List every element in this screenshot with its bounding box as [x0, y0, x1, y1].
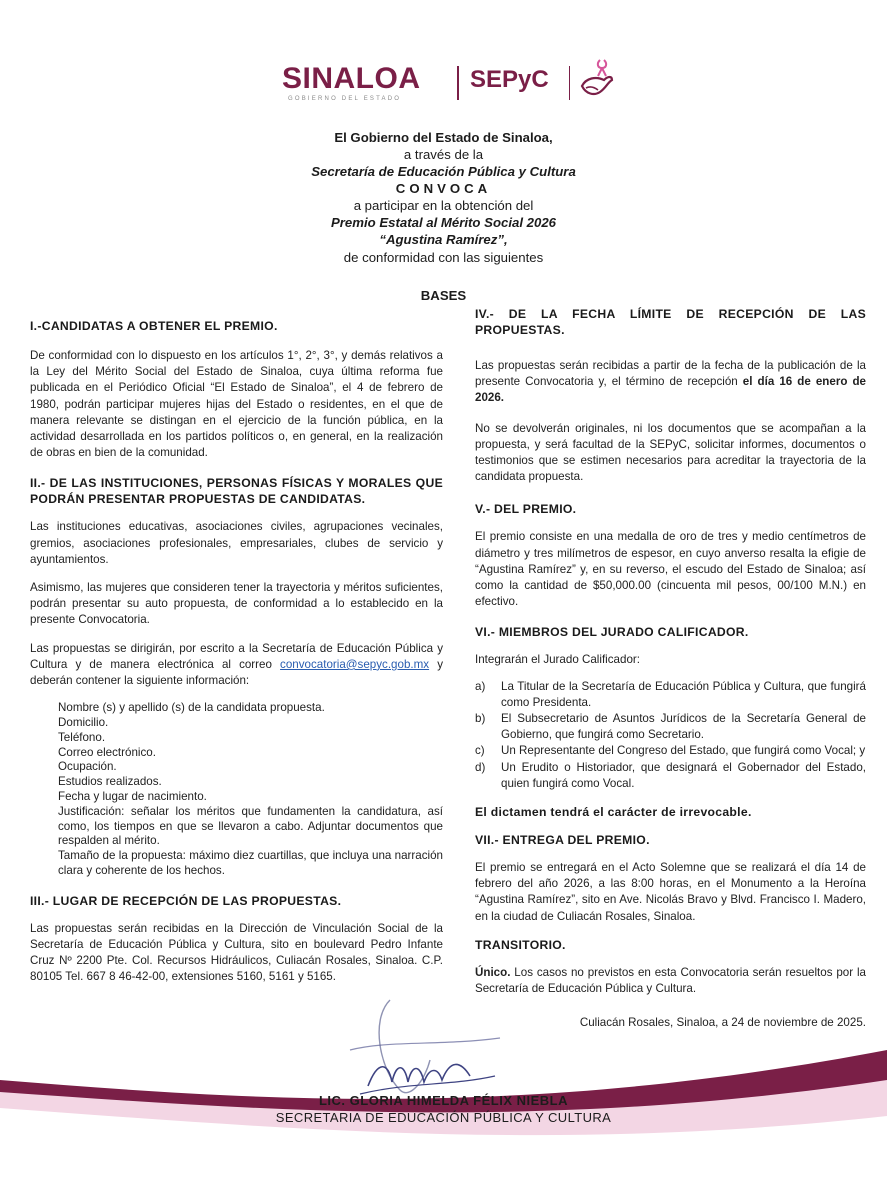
- list-item: Nombre (s) y apellido (s) de la candidata propuesta.: [58, 701, 325, 715]
- bases-heading: BASES: [420, 288, 467, 303]
- jury-letter: b): [475, 712, 486, 726]
- section-2-title: II.- DE LAS INSTITUCIONES, PERSONAS FÍSICAS Y MORALES QUE PODRÁN PRESENTAR PROPUESTAS DE CANDIDATAS.: [30, 476, 443, 507]
- left-column: [30, 318, 443, 986]
- header-government: El Gobierno del Estado de Sinaloa,: [334, 130, 553, 145]
- list-item: Estudios realizados.: [58, 775, 162, 789]
- jury-list: [475, 679, 866, 792]
- jury-letter: c): [475, 744, 485, 758]
- section-5-text: El premio consiste en una medalla de oro de tres y medio centímetros de diámetro y tres milímetros de espesor, en cuyo anverso resalta la efigie de “Agustina Ramírez” y, en su reverso, el escudo del Estado de Sinaloa; así como la cantidad de $50,000.00 (cincuenta mil pesos, 00/100 M.N.) en efectivo.: [475, 530, 866, 609]
- section-1-text: De conformidad con lo dispuesto en los artículos 1°, 2°, 3°, y demás relativos a la Ley del Mérito Social del Estado de Sinaloa, cuya última reforma fue publicada en el Periódico Oficial “El Estado de Sinaloa”, el 4 de febrero de 1980, podrán participar mujeres hijas del Estado o residentes, en el que de manera relevante se distingan en el ejercicio de la función pública, en la actividad desarrollada en los partidos políticos o, en general, en la realización de obras en bien de la comunidad.: [30, 349, 443, 460]
- section-2-p3a: Las propuestas se dirigirán, por escrito a la Secretaría de Educación Pública y Cultura y de manera electrónica al correo: [30, 641, 443, 671]
- section-4-p1a: Las propuestas serán recibidas a partir de la fecha de la publicación de la presente Convocatoria y, el término de recepción: [475, 359, 866, 389]
- section-4-deadline: el día 16 de enero de 2026.: [475, 375, 866, 405]
- section-7-title: VII.- ENTREGA DEL PREMIO.: [475, 833, 650, 848]
- section-2-p3: [30, 641, 443, 690]
- jury-letter: d): [475, 760, 486, 774]
- logo-sinaloa-text: SINALOA: [282, 62, 421, 95]
- logo-divider: [457, 66, 459, 100]
- transitorio-title: TRANSITORIO.: [475, 937, 566, 952]
- right-column: [475, 306, 866, 1031]
- list-item: Fecha y lugar de nacimiento.: [58, 790, 207, 804]
- jury-verdict: El dictamen tendrá el carácter de irrevocable.: [475, 805, 752, 820]
- section-4-p2: No se devolverán originales, ni los documentos que se acompañan a la propuesta, y será facultad de la SEPyC, solicitar informes, documentos o testimonios que se estimen necesarios para acreditar la trayectoria de la candidata propuesta.: [475, 421, 866, 484]
- header-secretaria: Secretaría de Educación Pública y Cultura: [311, 164, 576, 179]
- jury-letter: a): [475, 679, 486, 693]
- logo-sepyc-text: SEPyC: [470, 66, 549, 93]
- requirements-list: [58, 701, 443, 879]
- section-2-p1: Las instituciones educativas, asociaciones civiles, agrupaciones vecinales, gremios, asociaciones profesionales, empresariales, clubes de servicio y ayuntamientos.: [30, 520, 443, 566]
- header-via: a través de la: [403, 147, 484, 162]
- list-item: Justificación: señalar los méritos que fundamenten la candidatura, así como, los tiempos en que se llevaron a cabo. Adjuntar documentos que respalden al mérito.: [58, 804, 443, 848]
- section-2-p3b: y deberán contener la siguiente información:: [30, 657, 443, 688]
- list-item: Correo electrónico.: [58, 745, 156, 759]
- jury-text: Un Erudito o Historiador, que designará el Gobernador del Estado, quien fungirá como Vocal.: [501, 760, 866, 790]
- dove-ribbon-icon: [578, 56, 614, 102]
- sepyc-logo: [282, 56, 612, 114]
- header-participar: a participar en la obtención del: [353, 198, 534, 213]
- section-2-p2: Asimismo, las mujeres que consideren tener la trayectoria y méritos suficientes, podrán presentar su auto propuesta, de conformidad a lo establecido en la presente Convocatoria.: [30, 581, 443, 627]
- section-1-title: I.-CANDIDATAS A OBTENER EL PREMIO.: [30, 319, 278, 333]
- list-item: Tamaño de la propuesta: máximo diez cuartillas, que incluya una narración clara y coherente de los hechos.: [58, 849, 443, 878]
- list-item: Teléfono.: [58, 730, 106, 744]
- section-6-intro: Integrarán el Jurado Calificador:: [475, 653, 640, 667]
- list-item: Ocupación.: [58, 760, 117, 774]
- unico-text: Los casos no previstos en esta Convocatoria serán resueltos por la Secretaría de Educación Pública y Cultura.: [475, 965, 866, 996]
- signatory-role: SECRETARIA DE EDUCACIÓN PÚBLICA Y CULTURA: [275, 1110, 612, 1125]
- section-3-text: Las propuestas serán recibidas en la Dirección de Vinculación Social de la Secretaría de Educación Pública y Cultura, sito en boulevard Pedro Infante Cruz Nº 2200 Pte. Col. Recursos Hidráulicos, Culiacán Rosales, Sinaloa. C.P. 80105 Tel. 667 8 46-42-00, extensiones 5160, 5161 y 5165.: [30, 921, 443, 984]
- place-date: Culiacán Rosales, Sinaloa, a 24 de noviembre de 2025.: [579, 1016, 866, 1030]
- jury-text: El Subsecretario de Asuntos Jurídicos de la Secretaría General de Gobierno, que fungirá como Secretario.: [501, 712, 866, 742]
- email-link[interactable]: convocatoria@sepyc.gob.mx: [280, 657, 430, 671]
- unico-label: Único.: [475, 965, 511, 979]
- logo-divider-2: [569, 66, 570, 100]
- section-6-title: VI.- MIEMBROS DEL JURADO CALIFICADOR.: [475, 625, 749, 640]
- section-7-text: El premio se entregará en el Acto Solemne que se realizará el día 14 de febrero del año 2026, a las 8:00 horas, en el Monumento a la Heroína “Agustina Ramírez”, sito en Ave. Nicolás Bravo y Blvd. Francisco I. Madero, en la ciudad de Culiacán Rosales, Sinaloa.: [475, 861, 866, 923]
- section-3-title: III.- LUGAR DE RECEPCIÓN DE LAS PROPUESTAS.: [30, 893, 342, 908]
- list-item: Domicilio.: [58, 716, 109, 730]
- jury-text: La Titular de la Secretaría de Educación Pública y Cultura, que fungirá como Presidenta.: [501, 679, 866, 709]
- signatory-name: LIC. GLORIA HIMELDA FÉLIX NIEBLA: [318, 1093, 569, 1108]
- jury-item: [475, 679, 866, 711]
- jury-item: [475, 711, 866, 743]
- section-5-title: V.- DEL PREMIO.: [475, 502, 577, 517]
- header-conformidad: de conformidad con las siguientes: [343, 250, 544, 265]
- header-agustina: “Agustina Ramírez”,: [379, 232, 508, 247]
- jury-item: [475, 760, 866, 792]
- logo-sinaloa-subtitle: GOBIERNO DEL ESTADO: [288, 96, 402, 102]
- jury-item: [475, 743, 866, 759]
- section-4-title: IV.- DE LA FECHA LÍMITE DE RECEPCIÓN DE LAS PROPUESTAS.: [475, 307, 866, 337]
- header-premio: Premio Estatal al Mérito Social 2026: [330, 215, 557, 230]
- section-4-p1: [475, 358, 866, 407]
- transitorio-unico: [475, 965, 866, 997]
- jury-text: Un Representante del Congreso del Estado, que fungirá como Vocal; y: [501, 744, 866, 758]
- header-convoca: CONVOCA: [395, 181, 492, 196]
